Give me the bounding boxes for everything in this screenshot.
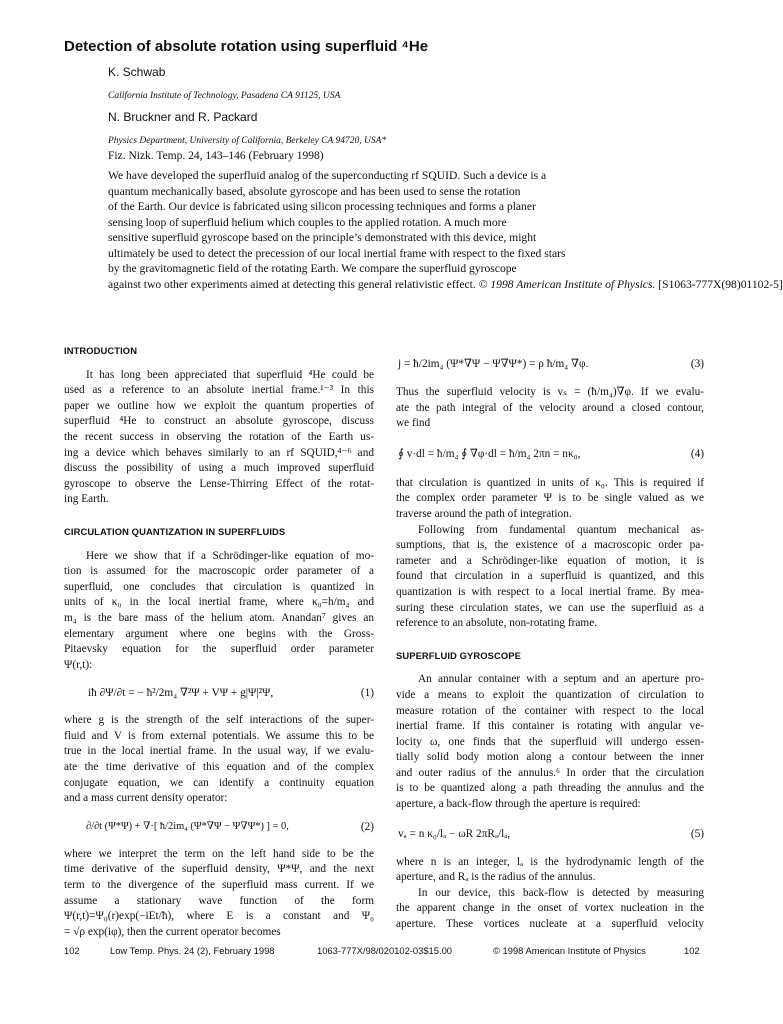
after-eq2-line: Ψ(r,t)=Ψ₀(r)exp(−iEt/ħ), where E is a constant and Ψ₀ bbox=[64, 910, 374, 923]
after-eq4-line: traverse around the path of integration. bbox=[396, 507, 572, 520]
circ-line: Here we show that if a Schrödinger-like equation of mo- bbox=[86, 549, 374, 562]
abstract-line: sensitive superfluid gyroscope based on the principle’s demonstrated with this device, might bbox=[108, 231, 537, 244]
after-eq4-line: suring these circulation states, we can use the superfluid as a bbox=[396, 601, 704, 614]
gyro-line: vide a means to exploit the quantization of circulation to bbox=[396, 688, 704, 701]
intro-line: superfluid ⁴He to construct an absolute gyroscope, discuss bbox=[64, 415, 374, 428]
equation-3-body: j = ħ/2im₄ (Ψ*∇Ψ − Ψ∇Ψ*) = ρ ħ/m₄ ∇φ. bbox=[398, 358, 589, 370]
equation-3-number: (3) bbox=[690, 358, 704, 370]
abstract-line bbox=[108, 277, 783, 293]
left-column bbox=[64, 343, 374, 940]
after-eq1-line: and a mass current density operator: bbox=[64, 792, 228, 805]
right-column bbox=[396, 343, 704, 933]
equation-2-body: ∂/∂t (Ψ*Ψ) + ∇·[ ħ/2im₄ (Ψ*∇Ψ − Ψ∇Ψ*) ] = 0, bbox=[86, 820, 289, 832]
abstract-text: against two other experiments aimed at detecting this general relativistic effect. bbox=[108, 277, 476, 291]
after-eq4-line: rameter and a Schrödinger-like equation of motion, it is bbox=[396, 554, 704, 567]
equation-1-number: (1) bbox=[360, 687, 374, 700]
circ-line: tion is assumed for the macroscopic order parameter of a bbox=[64, 565, 374, 578]
after-eq4-line: quantization is with respect to a local inertial frame. By mea- bbox=[396, 585, 704, 598]
after-eq2-line: where we interpret the term on the left hand side to be the bbox=[64, 847, 374, 860]
circ-line: superfluid, one concludes that circulation is quantized in bbox=[64, 580, 374, 593]
section-heading-gyroscope: SUPERFLUID GYROSCOPE bbox=[396, 649, 521, 661]
footer-code: 1063-777X/98/020102-03$15.00 bbox=[317, 945, 453, 956]
after-eq5-line: the apparent change in the onset of vortex nucleation in the bbox=[396, 902, 704, 915]
after-eq4-line: that circulation is quantized in units of κ₀. This is required if bbox=[396, 476, 704, 489]
section-heading-introduction: INTRODUCTION bbox=[64, 345, 138, 356]
gyro-line: is to be quantized along a path threading the annulus and the bbox=[396, 782, 704, 795]
abstract bbox=[108, 168, 783, 292]
paper-title: Detection of absolute rotation using superfluid ⁴He bbox=[64, 38, 429, 55]
equation-2 bbox=[64, 807, 374, 847]
footer-copyright: © 1998 American Institute of Physics bbox=[493, 945, 646, 956]
intro-line: gyroscope to observe the Lense-Thirring Effect of the rotat- bbox=[64, 477, 374, 490]
equation-5 bbox=[396, 813, 704, 855]
abstract-code: [S1063-777X(98)01102-5] bbox=[658, 277, 783, 291]
affiliation-1: California Institute of Technology, Pasadena CA 91125, USA bbox=[108, 91, 341, 101]
circ-line: units of κ₀ in the local inertial frame, where κ₀=h/m₄ and bbox=[64, 596, 374, 609]
equation-4 bbox=[396, 432, 704, 476]
author-2: N. Bruckner and R. Packard bbox=[108, 110, 258, 124]
intro-line: discuss the possibility of using a much improved superfluid bbox=[64, 462, 374, 475]
after-eq1-line: true in the local inertial frame. In the usual way, if we evalu- bbox=[64, 745, 374, 758]
after-eq1-line: where g is the strength of the self interactions of the super- bbox=[64, 714, 374, 727]
after-eq5-line: aperture. These vortices nucleate at a superfluid velocity bbox=[396, 918, 704, 931]
affiliation-2: Physics Department, University of California, Berkeley CA 94720, USA* bbox=[108, 136, 387, 146]
intro-line: the recent success in observing the rotation of the Earth us- bbox=[64, 430, 374, 443]
after-eq4-line: the complex order parameter Ψ is to be single valued as we bbox=[396, 492, 704, 505]
after-eq4-line: found that circulation in a superfluid is quantized, and this bbox=[396, 570, 704, 583]
gyro-line: tially solid body motion along a contour between the inner bbox=[396, 751, 704, 764]
intro-line: ing Earth. bbox=[64, 493, 109, 506]
after-eq4-line: Following from fundamental quantum mechanical as- bbox=[418, 523, 704, 536]
after-eq3-line: Thus the superfluid velocity is vₛ = (ħ/m₄)∇φ. If we evalu- bbox=[396, 386, 704, 398]
footer-page-number-right: 102 bbox=[684, 945, 700, 956]
equation-4-number: (4) bbox=[690, 447, 704, 460]
gyro-line: measure rotation of the container with respect to the local bbox=[396, 704, 704, 717]
circ-line: m₄ is the bare mass of the helium atom. Anandan⁷ gives an bbox=[64, 611, 374, 624]
abstract-line: by the gravitomagnetic field of the rotating Earth. We compare the superfluid gyroscope bbox=[108, 262, 517, 275]
after-eq1-line: ate the time derivative of this equation and of the complex bbox=[64, 761, 374, 774]
gyro-line: locity ω, one finds that the superfluid will undergo essen- bbox=[396, 735, 704, 748]
section-heading-circulation: CIRCULATION QUANTIZATION IN SUPERFLUIDS bbox=[64, 525, 286, 537]
author-1: K. Schwab bbox=[108, 65, 166, 79]
gyro-line: An annular container with a septum and an aperture pro- bbox=[418, 673, 704, 686]
abstract-line: ultimately be used to detect the precession of our local inertial frame with respect to the fixed stars bbox=[108, 246, 566, 260]
after-eq4-line: sumptions, that is, the existence of a macroscopic order pa- bbox=[396, 539, 704, 552]
after-eq1-line: fluid and V is from external potentials. We assume this to be bbox=[64, 729, 374, 742]
after-eq5-line: aperture, and Rₐ is the radius of the annulus. bbox=[396, 871, 596, 884]
journal-reference: Fiz. Nizk. Temp. 24, 143–146 (February 1998) bbox=[108, 150, 324, 162]
after-eq4-line: reference to an absolute, non-rotating frame. bbox=[396, 617, 598, 630]
intro-line: ing a device which behaves similarly to an rf SQUID,⁴⁻⁶ and bbox=[64, 446, 374, 459]
gyro-line: inertial frame. If this container is rotating with angular ve- bbox=[396, 720, 704, 733]
abstract-line: of the Earth. Our device is fabricated using silicon processing techniques and forms a planer bbox=[108, 200, 536, 213]
circ-line: elementary argument where one begins with the Gross- bbox=[64, 627, 374, 640]
circ-line: Ψ(r,t): bbox=[64, 658, 93, 671]
after-eq2-line: term to the divergence of the superfluid mass current. If we bbox=[64, 879, 374, 892]
after-eq3-line: we find bbox=[396, 417, 431, 430]
after-eq1-line: conjugate equation, we can identify a continuity equation bbox=[64, 776, 374, 789]
equation-5-body: vₐ = n κ₀/lₐ − ωR 2πRₐ/lₐ, bbox=[398, 827, 511, 840]
equation-3 bbox=[396, 343, 704, 385]
after-eq2-line: assume a stationary wave function of the form bbox=[64, 894, 374, 907]
equation-4-body: ∮ v·dl = ħ/m₄ ∮ ∇φ·dl = ħ/m₄ 2πn = nκ₀, bbox=[398, 447, 581, 460]
abstract-line: quantum mechanically based, absolute gyroscope and has been used to sense the rotation bbox=[108, 184, 521, 198]
abstract-line: sensing loop of superfluid helium which couples to the applied rotation. A much more bbox=[108, 215, 507, 229]
abstract-line: We have developed the superfluid analog of the superconducting rf SQUID. Such a device is a bbox=[108, 169, 547, 182]
gyro-line: aperture, a back-flow through the aperture is required: bbox=[396, 798, 641, 811]
gyro-line: and outer radius of the annulus.⁶ In order that the circulation bbox=[396, 766, 704, 779]
circ-line: Pitaevsky equation for the superfluid order parameter bbox=[64, 643, 374, 656]
intro-line: It has long been appreciated that superfluid ⁴He could be bbox=[86, 368, 374, 381]
footer-page-number-left: 102 bbox=[64, 945, 80, 956]
equation-2-number: (2) bbox=[360, 820, 374, 833]
equation-5-number: (5) bbox=[690, 827, 704, 840]
after-eq5-line: In our device, this back-flow is detected by measuring bbox=[418, 886, 704, 899]
footer-journal: Low Temp. Phys. 24 (2), February 1998 bbox=[110, 945, 275, 956]
equation-1 bbox=[64, 673, 374, 713]
after-eq3-line: ate the path integral of the velocity around a closed contour, bbox=[396, 401, 704, 414]
intro-line: paper we outline how we exploit the quantum properties of bbox=[64, 399, 374, 412]
after-eq5-line: where n is an integer, lₐ is the hydrodynamic length of the bbox=[396, 855, 704, 868]
intro-line: used as a reference to an absolute inertial frame.¹⁻³ In this bbox=[64, 384, 374, 397]
after-eq2-line: = √ρ exp(iφ), then the current operator becomes bbox=[64, 925, 281, 938]
after-eq2-line: time derivative of the superfluid density, Ψ*Ψ, and the next bbox=[64, 863, 374, 876]
abstract-copyright: © 1998 American Institute of Physics. bbox=[478, 277, 656, 291]
equation-1-body: iħ ∂Ψ/∂t = − ħ²/2m₄ ∇²Ψ + VΨ + g|Ψ|²Ψ, bbox=[88, 687, 274, 700]
